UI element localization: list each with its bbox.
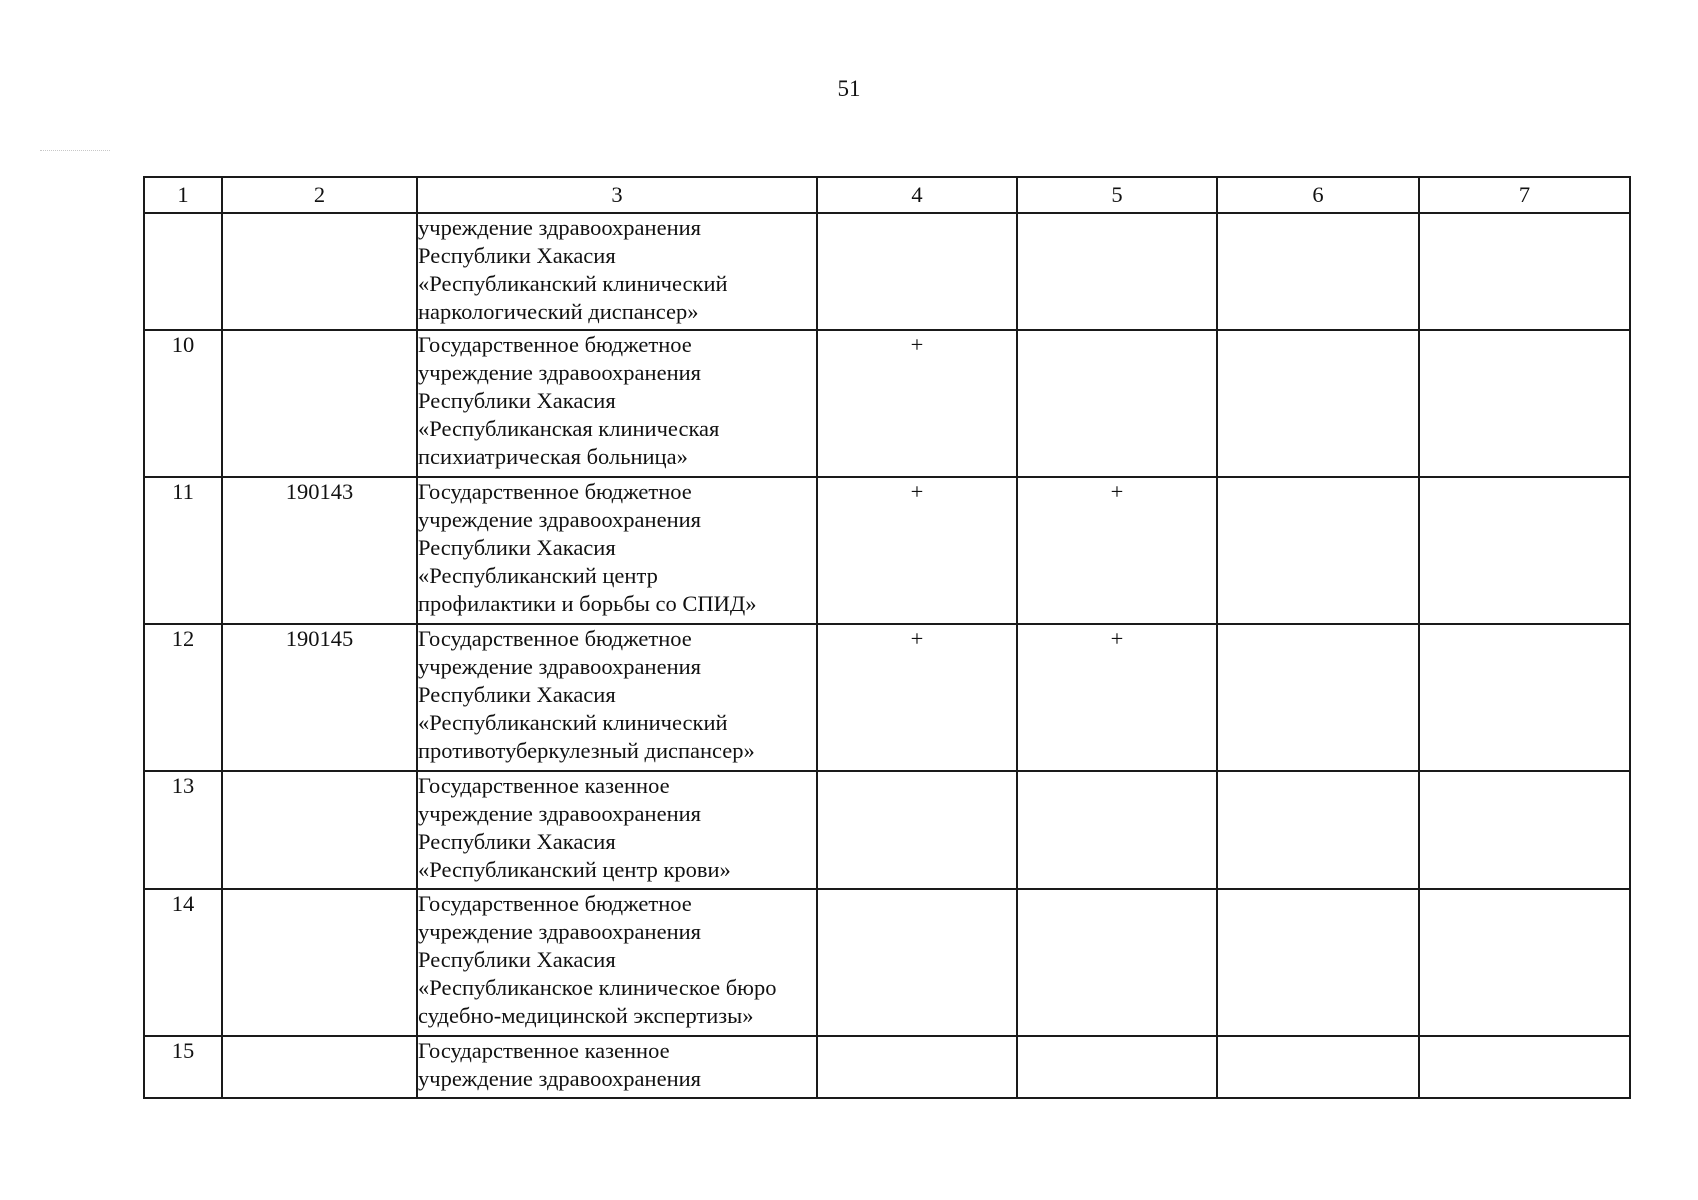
mark-col-5 [1017, 330, 1217, 477]
mark-col-6 [1217, 624, 1419, 771]
mark-col-4: + [817, 330, 1017, 477]
table-row [144, 1036, 1630, 1098]
row-code: 190145 [222, 624, 417, 771]
mark-col-4 [817, 889, 1017, 1036]
institution-name: Государственное бюджетное учреждение здравоохранения Республики Хакасия «Республиканский центр профилактики и борьбы со СПИД» [417, 477, 817, 624]
col-header-6: 6 [1217, 177, 1419, 213]
mark-col-7 [1419, 213, 1630, 330]
col-header-1: 1 [144, 177, 222, 213]
table-row [144, 477, 1630, 624]
mark-col-7 [1419, 1036, 1630, 1098]
institution-name: учреждение здравоохранения Республики Хакасия «Республиканский клинический наркологический диспансер» [417, 213, 817, 330]
row-number [144, 213, 222, 330]
row-code [222, 771, 417, 889]
row-number: 11 [144, 477, 222, 624]
mark-col-4: + [817, 624, 1017, 771]
row-number: 14 [144, 889, 222, 1036]
row-code [222, 1036, 417, 1098]
mark-col-7 [1419, 624, 1630, 771]
institution-name: Государственное казенное учреждение здравоохранения [417, 1036, 817, 1098]
institution-name: Государственное казенное учреждение здравоохранения Республики Хакасия «Республиканский центр крови» [417, 771, 817, 889]
mark-col-5 [1017, 889, 1217, 1036]
mark-col-4 [817, 1036, 1017, 1098]
page-number: 51 [837, 76, 861, 101]
mark-col-5: + [1017, 477, 1217, 624]
col-header-7: 7 [1419, 177, 1630, 213]
row-code: 190143 [222, 477, 417, 624]
institutions-table [143, 176, 1631, 1099]
row-code [222, 889, 417, 1036]
table-row [144, 330, 1630, 477]
mark-col-7 [1419, 889, 1630, 1036]
institution-name: Государственное бюджетное учреждение здравоохранения Республики Хакасия «Республиканское клиническое бюро судебно-медицинской экспертизы» [417, 889, 817, 1036]
col-header-4: 4 [817, 177, 1017, 213]
institution-name: Государственное бюджетное учреждение здравоохранения Республики Хакасия «Республиканский клинический противотуберкулезный диспансер» [417, 624, 817, 771]
col-header-3: 3 [417, 177, 817, 213]
table-row [144, 213, 1630, 330]
mark-col-6 [1217, 771, 1419, 889]
mark-col-7 [1419, 477, 1630, 624]
mark-col-7 [1419, 330, 1630, 477]
mark-col-4 [817, 771, 1017, 889]
row-number: 12 [144, 624, 222, 771]
mark-col-4: + [817, 477, 1017, 624]
mark-col-6 [1217, 213, 1419, 330]
mark-col-7 [1419, 771, 1630, 889]
row-code [222, 330, 417, 477]
mark-col-6 [1217, 1036, 1419, 1098]
mark-col-6 [1217, 477, 1419, 624]
row-code [222, 213, 417, 330]
institution-name: Государственное бюджетное учреждение здравоохранения Республики Хакасия «Республиканская клиническая психиатрическая больница» [417, 330, 817, 477]
col-header-2: 2 [222, 177, 417, 213]
header-row [144, 177, 1630, 213]
mark-col-5 [1017, 1036, 1217, 1098]
row-number: 10 [144, 330, 222, 477]
col-header-5: 5 [1017, 177, 1217, 213]
scan-artifact [40, 150, 110, 153]
mark-col-5 [1017, 771, 1217, 889]
table-row [144, 889, 1630, 1036]
row-number: 15 [144, 1036, 222, 1098]
mark-col-6 [1217, 330, 1419, 477]
mark-col-4 [817, 213, 1017, 330]
table-row [144, 771, 1630, 889]
mark-col-6 [1217, 889, 1419, 1036]
mark-col-5 [1017, 213, 1217, 330]
mark-col-5: + [1017, 624, 1217, 771]
table-row [144, 624, 1630, 771]
row-number: 13 [144, 771, 222, 889]
